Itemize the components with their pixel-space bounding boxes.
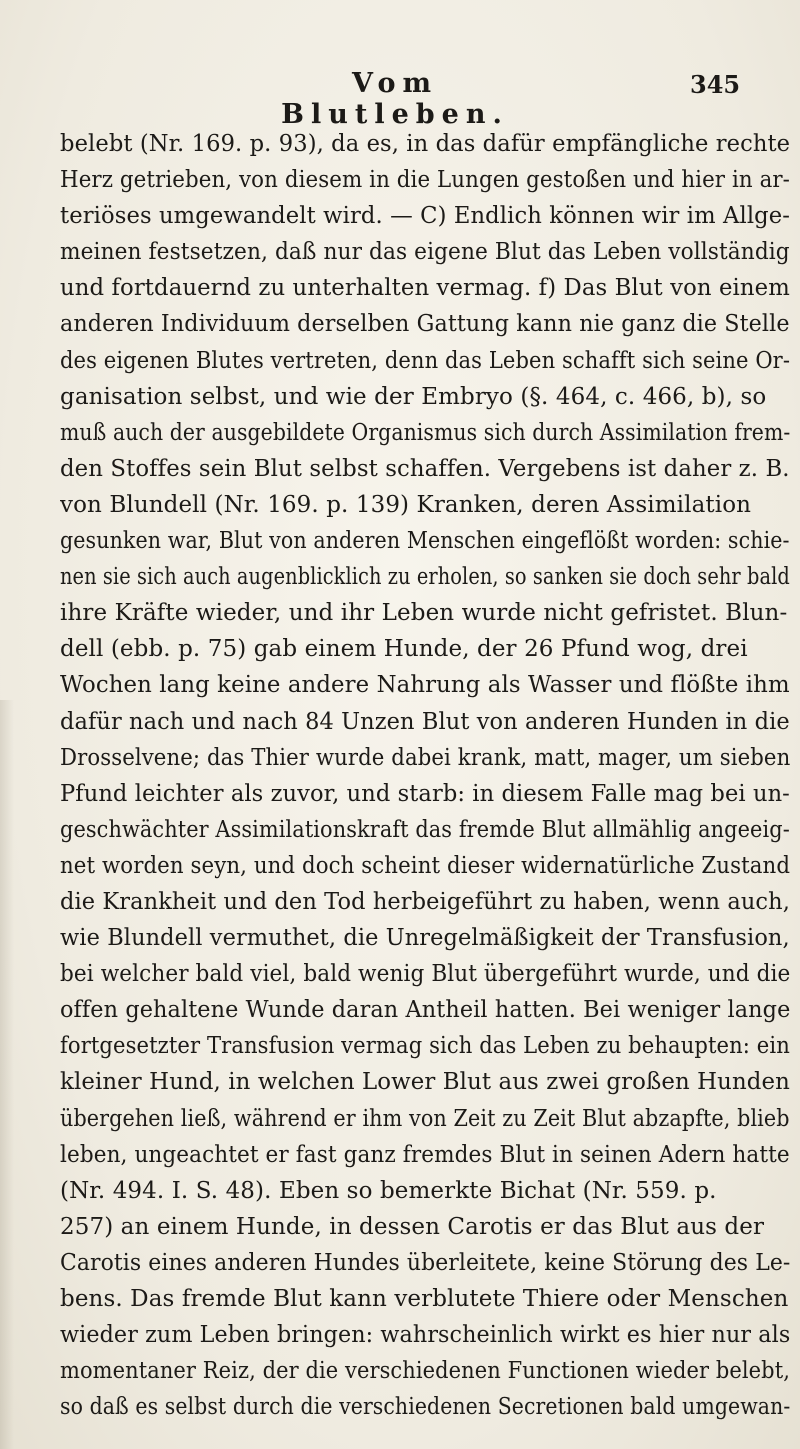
text-line: nen sie sich auch augenblicklich zu erholen, so sanken sie doch sehr bald	[60, 564, 790, 591]
text-line: wie Blundell vermuthet, die Unregelmäßigkeit der Transfusion,	[60, 925, 790, 952]
text-line: net worden seyn, und doch scheint dieser widernatürliche Zustand	[60, 852, 790, 879]
text-line: 257) an einem Hunde, in dessen Carotis er das Blut aus der	[60, 1213, 765, 1240]
text-line: Wochen lang keine andere Nahrung als Wasser und flößte ihm	[60, 672, 790, 699]
text-line: belebt (Nr. 169. p. 93), da es, in das dafür empfängliche rechte	[60, 131, 790, 157]
body-text	[60, 126, 790, 1425]
text-line: und fortdauernd zu unterhalten vermag. f) Das Blut von einem	[60, 275, 790, 302]
running-title: Vom Blutleben.	[281, 68, 509, 130]
text-line: dafür nach und nach 84 Unzen Blut von anderen Hunden in die	[60, 708, 790, 735]
text-line: übergehen ließ, während er ihm von Zeit zu Zeit Blut abzapfte, blieb	[60, 1105, 790, 1132]
text-line: ganisation selbst, und wie der Embryo (§. 464, c. 466, b), so	[60, 383, 767, 410]
page-gutter-shadow	[0, 700, 14, 1449]
text-line: wieder zum Leben bringen: wahrscheinlich wirkt es hier nur als	[60, 1322, 791, 1349]
page-header	[0, 68, 800, 130]
text-line: muß auch der ausgebildete Organismus sich durch Assimilation frem-	[60, 419, 791, 446]
text-line: so daß es selbst durch die verschiedenen Secretionen bald umgewan-	[60, 1394, 791, 1421]
text-line: leben, ungeachtet er fast ganz fremdes Blut in seinen Adern hatte	[60, 1141, 790, 1168]
text-line: meinen festsetzen, daß nur das eigene Blut das Leben vollständig	[60, 239, 790, 266]
text-line: Carotis eines anderen Hundes überleitete, keine Störung des Le-	[60, 1249, 790, 1276]
page-number: 345	[690, 70, 741, 99]
text-line: den Stoffes sein Blut selbst schaffen. Vergebens ist daher z. B.	[60, 455, 790, 482]
text-line: momentaner Reiz, der die verschiedenen Functionen wieder belebt,	[60, 1358, 790, 1385]
text-line: die Krankheit und den Tod herbeigeführt zu haben, wenn auch,	[60, 888, 790, 915]
text-line: kleiner Hund, in welchen Lower Blut aus zwei großen Hunden	[60, 1069, 790, 1096]
text-line: Herz getrieben, von diesem in die Lungen gestoßen und hier in ar-	[60, 167, 790, 194]
text-line: teriöses umgewandelt wird. — C) Endlich können wir im Allge-	[60, 203, 791, 230]
text-line: bens. Das fremde Blut kann verblutete Thiere oder Menschen	[60, 1286, 789, 1312]
text-line: von Blundell (Nr. 169. p. 139) Kranken, deren Assimilation	[60, 491, 752, 518]
text-line: Pfund leichter als zuvor, und starb: in diesem Falle mag bei un-	[60, 780, 790, 807]
text-line: anderen Individuum derselben Gattung kann nie ganz die Stelle	[60, 311, 790, 338]
text-line: dell (ebb. p. 75) gab einem Hunde, der 26 Pfund wog, drei	[60, 636, 748, 663]
text-line: geschwächter Assimilationskraft das fremde Blut allmählig angeeig-	[60, 816, 790, 843]
text-line: des eigenen Blutes vertreten, denn das Leben schafft sich seine Or-	[60, 347, 791, 374]
text-line: ihre Kräfte wieder, und ihr Leben wurde nicht gefristet. Blun-	[60, 600, 788, 627]
text-line: (Nr. 494. I. S. 48). Eben so bemerkte Bichat (Nr. 559. p.	[60, 1177, 717, 1204]
text-line: offen gehaltene Wunde daran Antheil hatten. Bei weniger lange	[60, 997, 790, 1024]
text-line: bei welcher bald viel, bald wenig Blut übergeführt wurde, und die	[60, 961, 790, 988]
text-line: fortgesetzter Transfusion vermag sich das Leben zu behaupten: ein	[60, 1033, 790, 1060]
text-line: gesunken war, Blut von anderen Menschen eingeflößt worden: schie-	[60, 528, 790, 555]
text-line: Drosselvene; das Thier wurde dabei krank, matt, mager, um sieben	[60, 744, 791, 771]
